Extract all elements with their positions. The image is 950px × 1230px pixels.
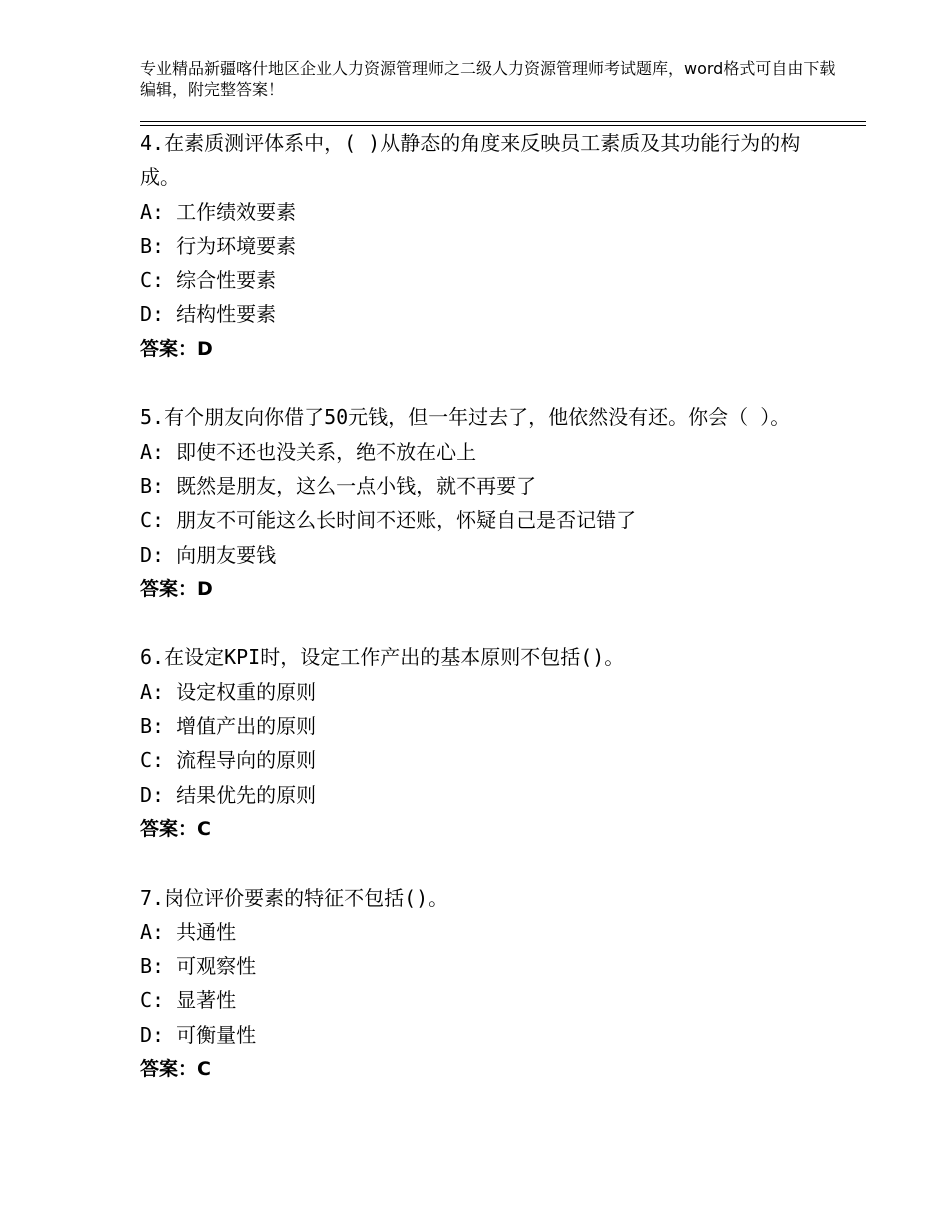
answer-label: 答案：C: [140, 817, 211, 840]
page-header: 专业精品新疆喀什地区企业人力资源管理师之二级人力资源管理师考试题库，word格式可自由下载编辑，附完整答案！: [140, 59, 836, 99]
option-a: A: 工作绩效要素: [140, 199, 297, 224]
spacer: [140, 606, 840, 640]
option-a: A: 共通性: [140, 919, 237, 944]
option-a: A: 设定权重的原则: [140, 679, 317, 704]
option-b: B: 行为环境要素: [140, 233, 297, 258]
option-c: C: 流程导向的原则: [140, 748, 317, 773]
option-c: C: 综合性要素: [140, 268, 277, 293]
question-stem: 6.在设定KPI时，设定工作产出的基本原则不包括()。: [140, 645, 625, 670]
option-c: C: 朋友不可能这么长时间不还账，怀疑自己是否记错了: [140, 508, 637, 533]
answer-label: 答案：D: [140, 577, 213, 600]
option-d: D: 可衡量性: [140, 1022, 257, 1047]
spacer: [140, 366, 840, 400]
question-7: [140, 881, 840, 1087]
question-4: [140, 126, 840, 366]
option-b: B: 增值产出的原则: [140, 714, 317, 739]
option-d: D: 向朋友要钱: [140, 542, 277, 567]
option-c: C: 显著性: [140, 988, 237, 1013]
header-divider-thick: [140, 121, 866, 122]
question-list: [140, 126, 840, 1086]
question-stem: 7.岗位评价要素的特征不包括()。: [140, 885, 449, 910]
option-b: B: 既然是朋友，这么一点小钱，就不再要了: [140, 473, 537, 498]
question-stem: 5.有个朋友向你借了50元钱，但一年过去了，他依然没有还。你会（ ）。: [140, 405, 791, 430]
option-b: B: 可观察性: [140, 954, 257, 979]
answer-label: 答案：D: [140, 337, 213, 360]
question-stem: 4.在素质测评体系中，( )从静态的角度来反映员工素质及其功能行为的构成。: [140, 131, 801, 190]
question-5: [140, 400, 840, 606]
option-d: D: 结果优先的原则: [140, 782, 317, 807]
answer-label: 答案：C: [140, 1058, 211, 1081]
spacer: [140, 846, 840, 880]
option-d: D: 结构性要素: [140, 302, 277, 327]
question-6: [140, 640, 840, 846]
option-a: A: 即使不还也没关系，绝不放在心上: [140, 439, 477, 464]
